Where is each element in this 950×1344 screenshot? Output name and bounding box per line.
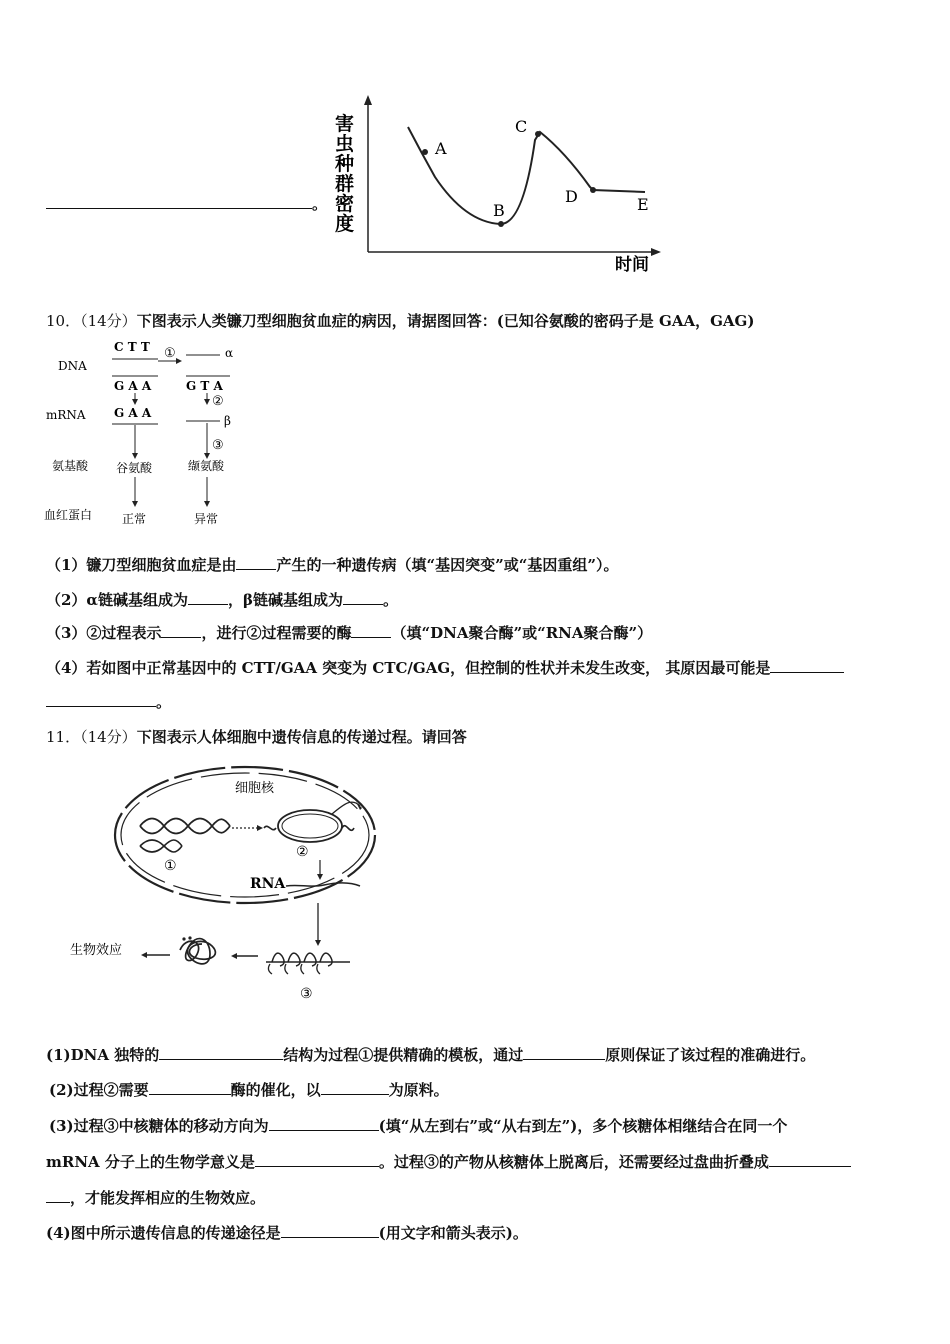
dna-helix-strand xyxy=(342,826,354,831)
ribosome-chain xyxy=(272,953,284,966)
q10-sub2-blank-beta[interactable] xyxy=(343,588,383,605)
arrow-head-icon xyxy=(317,874,323,880)
y-label-char: 虫 xyxy=(335,133,355,155)
step2-label: ② xyxy=(296,844,309,860)
q10-sub3 xyxy=(46,621,652,643)
q11-stem xyxy=(46,727,467,747)
q10-sub3-blank-enzyme[interactable] xyxy=(351,621,391,638)
arrow-head-icon xyxy=(204,501,210,507)
rna-label: RNA xyxy=(250,876,286,892)
point-b-dot xyxy=(498,221,504,227)
q10-sub1-text: （1）镰刀型细胞贫血症是由 xyxy=(46,556,237,574)
q10-sub2 xyxy=(46,588,398,610)
transcription-bubble xyxy=(278,810,342,842)
q10-sub1 xyxy=(46,553,618,575)
q10-sickle-cell-diagram xyxy=(40,335,270,535)
x-label: 时间 xyxy=(615,255,649,275)
q10-sub4 xyxy=(46,656,844,678)
q11-sub3-text: 。过程③的产物从核糖体上脱离后，还需要经过盘曲折叠成 xyxy=(378,1153,769,1171)
hb-right: 异常 xyxy=(194,512,219,526)
q10-sub3-text: （3）②过程表示 xyxy=(46,624,162,642)
q11-sub2-text: (2)过程②需要 xyxy=(49,1081,149,1099)
point-a-label: A xyxy=(435,139,447,158)
hb-left: 正常 xyxy=(122,512,147,526)
point-a-dot xyxy=(422,149,428,155)
q11-sub3-cont2 xyxy=(46,1186,265,1208)
mutant-strand: G T A xyxy=(186,379,223,393)
q11-sub2-text: 为原料。 xyxy=(388,1081,449,1099)
q11-sub4-text: (用文字和箭头表示)。 xyxy=(378,1224,528,1242)
y-label-char: 度 xyxy=(335,213,355,235)
q11-score: （14分） xyxy=(80,728,137,746)
q11-sub1-blank-structure[interactable] xyxy=(159,1043,283,1060)
y-label-char: 种 xyxy=(335,153,355,175)
protein-dot xyxy=(188,936,191,939)
q11-sub2-blank-material[interactable] xyxy=(321,1078,389,1095)
step1-label: ① xyxy=(164,858,177,874)
y-label-char: 害 xyxy=(335,113,355,135)
arrow-head-icon xyxy=(132,453,138,459)
point-b-label: B xyxy=(493,201,505,220)
q10-stem-text: 下图表示人类镰刀型细胞贫血症的病因，请据图回答：(已知谷氨酸的密码子是 GAA，GAG) xyxy=(136,312,755,330)
q9-tail: 。 xyxy=(312,195,328,213)
q10-sub4-tail: 。 xyxy=(156,693,172,711)
point-c-dot xyxy=(535,131,541,137)
ribosome-chain xyxy=(304,953,316,966)
q11-sub1-text: (1)DNA 独特的 xyxy=(46,1046,160,1064)
dna-bottom-strand: G A A xyxy=(114,379,152,393)
q10-sub2-text: 。 xyxy=(382,591,398,609)
point-d-dot xyxy=(590,187,596,193)
q11-sub3-text: (3)过程③中核糖体的移动方向为 xyxy=(49,1117,269,1135)
q10-sub3-text: （填“DNA聚合酶”或“RNA聚合酶”） xyxy=(391,624,653,642)
aa-left: 谷氨酸 xyxy=(116,461,153,475)
arrow-head-icon xyxy=(315,940,321,946)
q10-stem xyxy=(46,311,754,331)
arrow-head-icon xyxy=(141,952,147,958)
q11-sub3-blank-fold[interactable] xyxy=(769,1150,851,1167)
q10-sub4-text: （4）若如图中正常基因中的 CTT/GAA 突变为 CTC/GAG，但控制的性状并未发生改变， 其原因最可能是 xyxy=(46,659,771,677)
dna-helix-strand xyxy=(264,826,276,829)
dna-top-strand: C T T xyxy=(114,340,150,354)
q11-sub3 xyxy=(49,1114,787,1136)
q10-number: 10． xyxy=(46,312,81,330)
point-d-label: D xyxy=(565,187,578,206)
aa-right: 缬氨酸 xyxy=(188,459,225,473)
q11-sub3-blank-meaning[interactable] xyxy=(255,1150,379,1167)
arrow-head-icon xyxy=(257,825,263,831)
nucleus-label: 细胞核 xyxy=(235,781,275,796)
y-label-char: 密 xyxy=(335,193,355,215)
q11-sub3-text: ，才能发挥相应的生物效应。 xyxy=(70,1189,266,1207)
q10-sub2-text: ，β链碱基组成为 xyxy=(227,591,343,609)
alpha-label: α xyxy=(225,346,234,360)
ribosome-chain xyxy=(320,953,332,966)
point-c-label: C xyxy=(515,117,528,136)
arrow-head-icon xyxy=(132,399,138,405)
q9-population-graph xyxy=(325,92,670,277)
q9-answer-line xyxy=(46,192,327,214)
step3-label: ③ xyxy=(212,438,224,453)
row-label-dna: DNA xyxy=(58,359,87,373)
q10-sub4-cont xyxy=(46,690,171,712)
arrow-head-icon xyxy=(132,501,138,507)
transcription-bubble-inner xyxy=(282,814,338,838)
q10-sub3-text: ，进行②过程需要的酶 xyxy=(201,624,352,642)
q11-sub4-text: (4)图中所示遗传信息的传递途径是 xyxy=(46,1224,281,1242)
q10-sub4-blank[interactable] xyxy=(770,656,844,673)
q11-sub4-blank[interactable] xyxy=(281,1221,379,1238)
q11-number: 11． xyxy=(46,728,81,746)
q11-sub1 xyxy=(46,1043,815,1065)
protein-dot xyxy=(182,937,185,940)
q11-sub3-text: mRNA 分子上的生物学意义是 xyxy=(46,1153,255,1171)
q10-sub4-blank-cont[interactable] xyxy=(46,690,156,707)
q11-gene-expression-diagram xyxy=(60,758,420,1003)
arrow-head-icon xyxy=(204,399,210,405)
q10-sub2-blank-alpha[interactable] xyxy=(188,588,228,605)
ribosome-chain xyxy=(288,953,300,966)
y-label-char: 群 xyxy=(335,173,355,195)
beta-label: β xyxy=(224,414,231,428)
step3-label: ③ xyxy=(300,986,313,1002)
q11-sub3-blank-fold-cont[interactable] xyxy=(46,1186,70,1203)
q11-stem-text: 下图表示人体细胞中遗传信息的传递过程。请回答 xyxy=(136,728,467,746)
q10-sub1-blank[interactable] xyxy=(236,553,276,570)
row-label-hemoglobin: 血红蛋白 xyxy=(44,508,93,522)
row-label-mrna: mRNA xyxy=(46,408,86,422)
q11-sub2-blank-enzyme[interactable] xyxy=(149,1078,231,1095)
arrow-head-icon xyxy=(176,358,182,364)
q11-sub4 xyxy=(46,1221,528,1243)
folded-protein xyxy=(180,939,215,964)
q10-sub2-text: （2）α链碱基组成为 xyxy=(46,591,188,609)
x-axis-arrow-icon xyxy=(651,248,661,256)
q11-sub3-text: (填“从左到右”或“从右到左”)，多个核糖体相继结合在同一个 xyxy=(378,1117,788,1135)
step1-label: ① xyxy=(164,346,176,361)
q9-blank[interactable] xyxy=(46,192,312,209)
q11-sub2 xyxy=(49,1078,449,1100)
biological-effect-label: 生物效应 xyxy=(70,943,123,958)
row-label-amino-acid: 氨基酸 xyxy=(52,459,89,473)
arrow-head-icon xyxy=(231,953,237,959)
q10-sub3-blank-process[interactable] xyxy=(161,621,201,638)
y-axis-arrow-icon xyxy=(364,95,372,105)
q10-sub1-text: 产生的一种遗传病（填“基因突变”或“基因重组”）。 xyxy=(276,556,619,574)
rna-strand xyxy=(332,802,360,814)
q11-sub3-cont xyxy=(46,1150,851,1172)
point-e-label: E xyxy=(637,195,649,214)
q11-sub1-blank-principle[interactable] xyxy=(523,1043,605,1060)
q11-sub1-text: 结构为过程①提供精确的模板，通过 xyxy=(283,1046,524,1064)
mrna-left: G A A xyxy=(114,406,152,420)
q10-score: （14分） xyxy=(80,312,137,330)
step2-label: ② xyxy=(212,394,224,409)
q11-sub3-blank-direction[interactable] xyxy=(269,1114,379,1131)
q11-sub1-text: 原则保证了该过程的准确进行。 xyxy=(605,1046,816,1064)
q11-sub2-text: 酶的催化，以 xyxy=(230,1081,321,1099)
